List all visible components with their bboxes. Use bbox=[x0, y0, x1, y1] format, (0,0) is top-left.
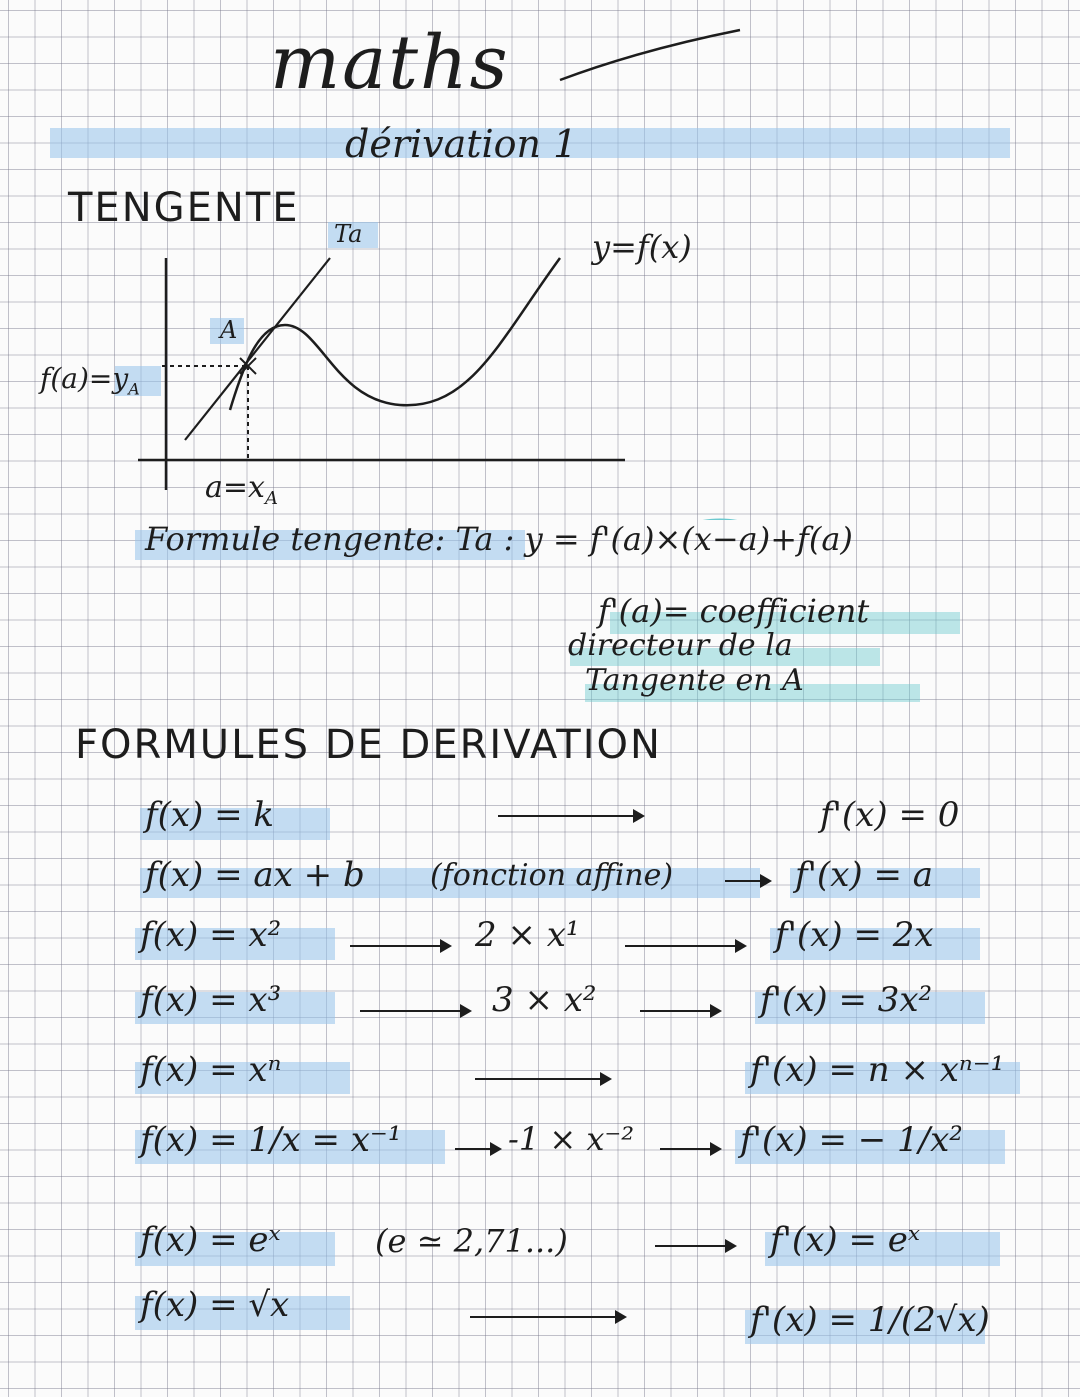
row-0-derivative: f'(x) = 0 bbox=[820, 795, 960, 835]
row-6-arrow bbox=[655, 1245, 735, 1247]
tangent-note-line-2: directeur de la bbox=[568, 628, 793, 663]
tangent-formula: Formule tengente: Ta : y = f'(a)×(x−a)+f(a) bbox=[145, 520, 853, 558]
row-7-f: f(x) = √x bbox=[140, 1285, 290, 1325]
row-7-derivative: f'(x) = 1/(2√x) bbox=[750, 1300, 990, 1340]
tangent-graph bbox=[0, 0, 1080, 520]
row-4-f: f(x) = xⁿ bbox=[140, 1050, 282, 1090]
row-1-derivative: f'(x) = a bbox=[795, 855, 934, 895]
row-4-arrow bbox=[475, 1078, 610, 1080]
row-6-mid: (e ≃ 2,71...) bbox=[375, 1222, 568, 1260]
point-a-label: A bbox=[220, 316, 238, 344]
y-axis-value-text: f(a)=y bbox=[40, 362, 129, 395]
x-axis-value-subscript: A bbox=[264, 488, 278, 509]
row-0-arrow bbox=[498, 815, 643, 817]
tangent-label: Ta bbox=[334, 220, 363, 248]
row-3-derivative: f'(x) = 3x² bbox=[760, 980, 933, 1020]
row-3-f: f(x) = x³ bbox=[140, 980, 282, 1020]
row-6-f: f(x) = eˣ bbox=[140, 1220, 281, 1260]
row-1-f: f(x) = ax + b bbox=[145, 855, 365, 895]
page-title: maths bbox=[270, 20, 510, 106]
row-5-arrow-2 bbox=[660, 1148, 720, 1150]
row-3-arrow-1 bbox=[360, 1010, 470, 1012]
page-subtitle: dérivation 1 bbox=[345, 122, 578, 166]
y-axis-value-label bbox=[40, 362, 140, 399]
formulas-heading: FORMULES DE DERIVATION bbox=[75, 722, 662, 768]
row-0-f: f(x) = k bbox=[145, 795, 274, 835]
row-2-arrow-2 bbox=[625, 945, 745, 947]
curve-label: y=f(x) bbox=[592, 228, 692, 266]
row-5-mid: -1 × x⁻² bbox=[508, 1120, 635, 1158]
row-3-arrow-2 bbox=[640, 1010, 720, 1012]
row-2-derivative: f'(x) = 2x bbox=[775, 915, 934, 955]
row-4-derivative: f'(x) = n × xⁿ⁻¹ bbox=[750, 1050, 1005, 1090]
row-6-derivative: f'(x) = eˣ bbox=[770, 1220, 920, 1260]
row-7-arrow bbox=[470, 1316, 625, 1318]
y-axis-value-subscript: A bbox=[128, 379, 140, 399]
row-2-mid: 2 × x¹ bbox=[475, 915, 580, 955]
row-5-derivative: f'(x) = − 1/x² bbox=[740, 1120, 963, 1160]
tangent-note-line-3: Tangente en A bbox=[585, 663, 804, 698]
row-3-mid: 3 × x² bbox=[492, 980, 597, 1020]
row-5-f: f(x) = 1/x = x⁻¹ bbox=[140, 1120, 402, 1160]
row-1-mid: (fonction affine) bbox=[430, 858, 674, 893]
x-axis-value-text: a=x bbox=[205, 470, 265, 505]
tangent-note-line-1: f'(a)= coefficient bbox=[598, 592, 870, 630]
row-2-arrow-1 bbox=[350, 945, 450, 947]
x-axis-value-label bbox=[205, 470, 278, 509]
row-2-f: f(x) = x² bbox=[140, 915, 282, 955]
row-5-arrow-1 bbox=[455, 1148, 500, 1150]
row-1-arrow bbox=[725, 880, 770, 882]
tangent-heading: TENGENTE bbox=[68, 185, 300, 231]
